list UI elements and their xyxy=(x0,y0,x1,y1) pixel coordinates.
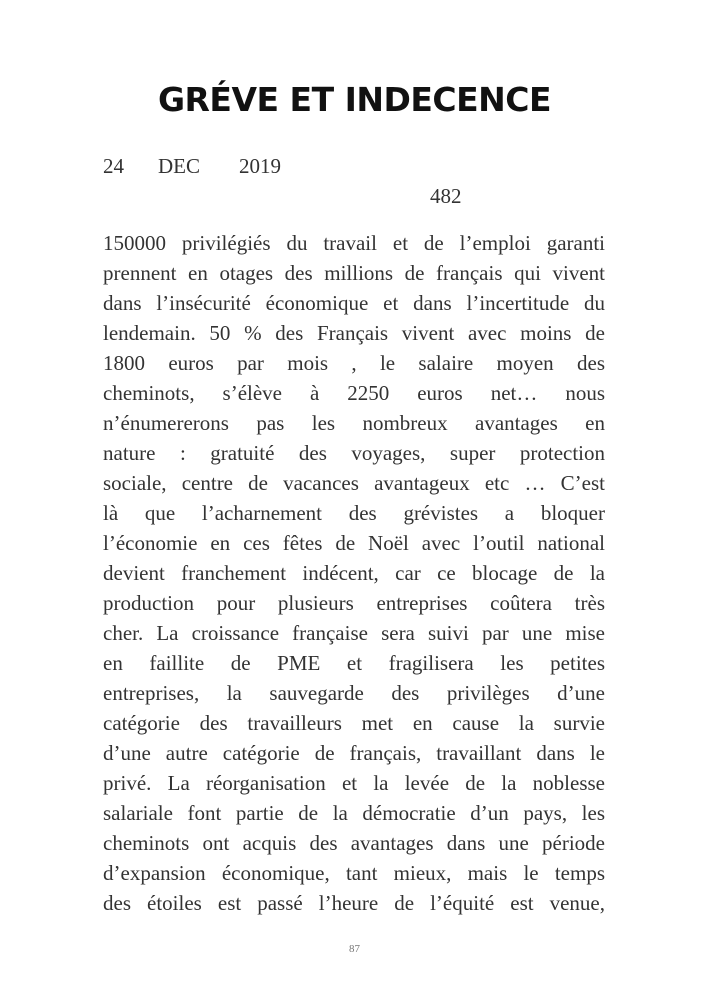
body-line: lendemain. 50 % des Français vivent avec moins de xyxy=(103,321,605,345)
body-line: cheminots ont acquis des avantages dans une période xyxy=(103,831,605,855)
body-line: d’expansion économique, tant mieux, mais le temps xyxy=(103,861,605,885)
date-year: 2019 xyxy=(239,154,281,178)
body-line: dans l’insécurité économique et dans l’incertitude du xyxy=(103,291,605,315)
body-line: 150000 privilégiés du travail et de l’emploi garanti xyxy=(103,231,605,255)
body-line: devient franchement indécent, car ce blocage de la xyxy=(103,561,605,585)
body-line: privé. La réorganisation et la levée de la noblesse xyxy=(103,771,605,795)
date-month: DEC xyxy=(158,154,200,178)
body-line: entreprises, la sauvegarde des privilèges d’une xyxy=(103,681,605,705)
body-line: production pour plusieurs entreprises coûtera très xyxy=(103,591,605,615)
body-line: n’énumererons pas les nombreux avantages en xyxy=(103,411,605,435)
date-day: 24 xyxy=(103,154,124,178)
article-number: 482 xyxy=(430,184,462,208)
body-line: catégorie des travailleurs met en cause la survie xyxy=(103,711,605,735)
page-number: 87 xyxy=(349,943,360,955)
body-line: cheminots, s’élève à 2250 euros net… nous xyxy=(103,381,605,405)
article-title: GRÉVE ET INDECENCE xyxy=(157,80,552,119)
body-line: 1800 euros par mois , le salaire moyen des xyxy=(103,351,605,375)
body-line: d’une autre catégorie de français, travaillant dans le xyxy=(103,741,605,765)
body-line: des étoiles est passé l’heure de l’équité est venue, xyxy=(103,891,605,915)
body-line: prennent en otages des millions de français qui vivent xyxy=(103,261,605,285)
body-line: en faillite de PME et fragilisera les petites xyxy=(103,651,605,675)
body-line: sociale, centre de vacances avantageux etc … C’est xyxy=(103,471,605,495)
body-line: l’économie en ces fêtes de Noël avec l’outil national xyxy=(103,531,605,555)
body-line: là que l’acharnement des grévistes a bloquer xyxy=(103,501,605,525)
body-line: salariale font partie de la démocratie d’un pays, les xyxy=(103,801,605,825)
body-line: nature : gratuité des voyages, super protection xyxy=(103,441,605,465)
body-line: cher. La croissance française sera suivi par une mise xyxy=(103,621,605,645)
article-body xyxy=(103,228,605,918)
